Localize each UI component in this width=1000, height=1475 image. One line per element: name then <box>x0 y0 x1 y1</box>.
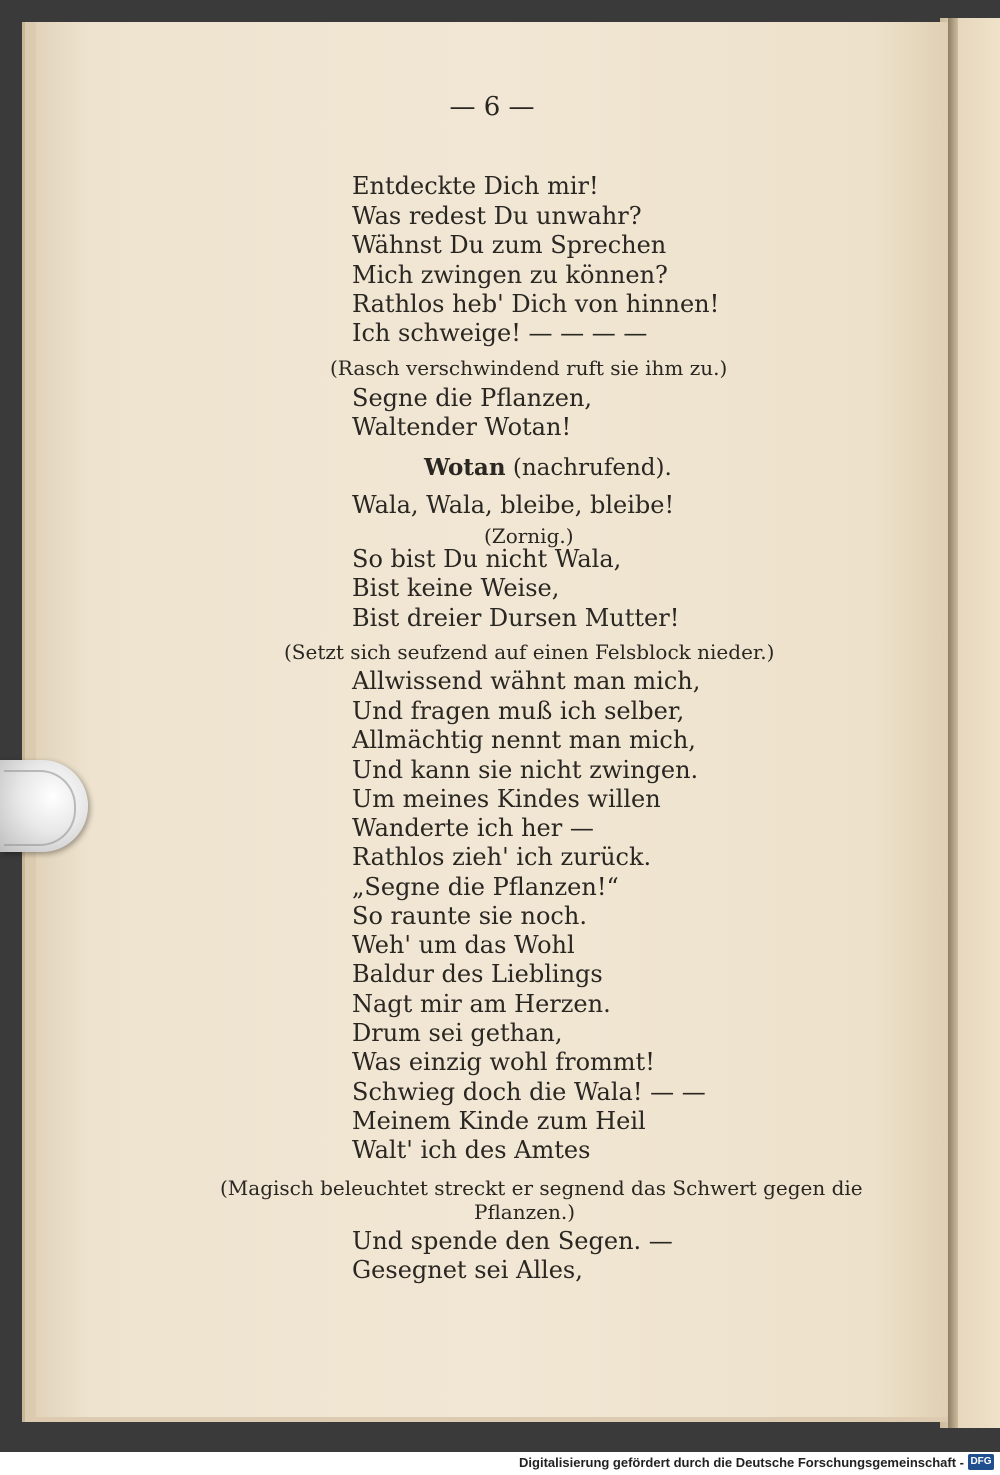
verse-line: Was redest Du unwahr? <box>352 202 642 230</box>
verse-line: Segne die Pflanzen, <box>352 384 593 412</box>
footer-bar <box>0 1452 1000 1475</box>
verse-line: Meinem Kinde zum Heil <box>352 1107 646 1135</box>
verse-line: Schwieg doch die Wala! — — <box>352 1078 706 1106</box>
verse-line: Rathlos zieh' ich zurück. <box>352 843 652 871</box>
page-content <box>36 22 948 1417</box>
binder-clip <box>0 760 88 852</box>
verse-line: Und spende den Segen. — <box>352 1227 673 1255</box>
stage-direction: (Setzt sich seufzend auf einen Felsblock nieder.) <box>284 640 775 664</box>
verse-line: Allmächtig nennt man mich, <box>352 726 696 754</box>
verse-line: Waltender Wotan! <box>352 413 572 441</box>
speaker-name: Wotan <box>424 454 506 481</box>
verse-line: Entdeckte Dich mir! <box>352 172 599 200</box>
verse-line: Walt' ich des Amtes <box>352 1136 591 1164</box>
binder-clip-rim <box>4 770 76 846</box>
verse-line: Was einzig wohl frommt! <box>352 1048 655 1076</box>
verse-line: „Segne die Pflanzen!“ <box>352 873 619 901</box>
verse-line: Gesegnet sei Alles, <box>352 1256 583 1284</box>
verse-line: Weh' um das Wohl <box>352 931 575 959</box>
verse-line: So raunte sie noch. <box>352 902 587 930</box>
verse-line: Rathlos heb' Dich von hinnen! <box>352 290 720 318</box>
verse-line: Allwissend wähnt man mich, <box>352 667 701 695</box>
verse-line: Mich zwingen zu können? <box>352 261 668 289</box>
book-page <box>36 22 948 1417</box>
gutter-shadow <box>948 18 958 1428</box>
verse-line: Drum sei gethan, <box>352 1019 563 1047</box>
verse-line: Bist keine Weise, <box>352 574 560 602</box>
funding-notice: Digitalisierung gefördert durch die Deutsche Forschungsgemeinschaft - <box>519 1455 964 1470</box>
speaker-line <box>424 454 672 482</box>
verse-line: Ich schweige! — — — — <box>352 319 648 347</box>
page-number: — 6 — <box>449 92 535 122</box>
verse-line: Wähnst Du zum Sprechen <box>352 231 667 259</box>
speaker-direction: (nachrufend). <box>512 455 672 481</box>
stage-direction: (Magisch beleuchtet streckt er segnend das Schwert gegen die <box>220 1176 863 1200</box>
verse-line: So bist Du nicht Wala, <box>352 545 622 573</box>
verse-line: Bist dreier Dursen Mutter! <box>352 604 680 632</box>
verse-line: Um meines Kindes willen <box>352 785 661 813</box>
verse-line: Baldur des Lieblings <box>352 960 603 988</box>
verse-line: Wanderte ich her — <box>352 814 594 842</box>
stage-direction: Pflanzen.) <box>474 1200 576 1224</box>
dfg-logo-icon: DFG <box>968 1454 994 1470</box>
verse-line: Wala, Wala, bleibe, bleibe! <box>352 491 675 519</box>
verse-line: Und fragen muß ich selber, <box>352 697 685 725</box>
stage-direction: (Rasch verschwindend ruft sie ihm zu.) <box>330 356 728 380</box>
verse-line: Nagt mir am Herzen. <box>352 990 611 1018</box>
stage-direction: (Zornig.) <box>484 524 574 548</box>
verse-line: Und kann sie nicht zwingen. <box>352 756 699 784</box>
